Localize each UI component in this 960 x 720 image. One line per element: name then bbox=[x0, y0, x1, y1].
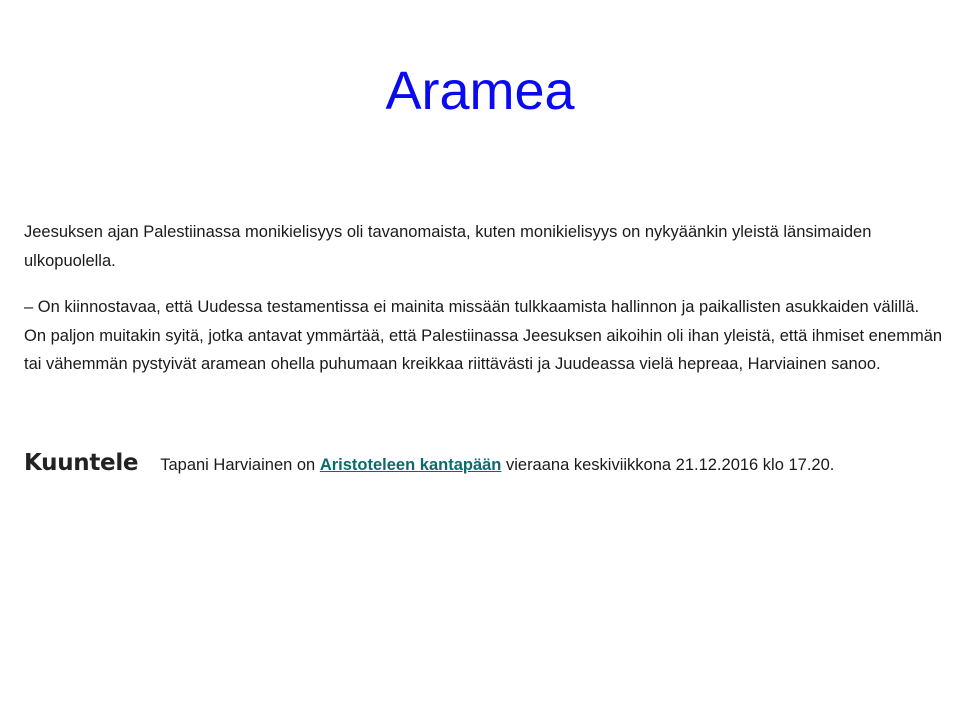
listen-section bbox=[24, 450, 944, 476]
program-link[interactable]: Aristoteleen kantapään bbox=[319, 456, 502, 474]
listen-text-before: Tapani Harviainen on bbox=[160, 456, 320, 474]
listen-heading: Kuuntele bbox=[24, 450, 139, 476]
slide-title: Aramea bbox=[385, 61, 575, 121]
article-paragraph: Jeesuksen ajan Palestiinassa monikielisyys oli tavanomaista, kuten monikielisyys on nykyäänkin yleistä länsimaiden ulkopuolella. bbox=[24, 223, 872, 270]
listen-description bbox=[160, 456, 834, 475]
article-paragraph-quote: – On kiinnostavaa, että Uudessa testamentissa ei mainita missään tulkkaamista hallinnon ja paikallisten asukkaiden välillä. On paljon muitakin syitä, jotka antavat ymmärtää, että Palestiinassa Jeesuksen aikoihin oli ihan yleistä, että ihmiset enemmän tai vähemmän pystyivät aramean ohella puhumaan kreikkaa riittävästi ja Juudeassa vielä hepreaa, Harviainen sanoo. bbox=[24, 298, 943, 373]
article-body bbox=[24, 218, 944, 397]
listen-text-after: vieraana keskiviikkona 21.12.2016 klo 17.20. bbox=[501, 456, 835, 474]
